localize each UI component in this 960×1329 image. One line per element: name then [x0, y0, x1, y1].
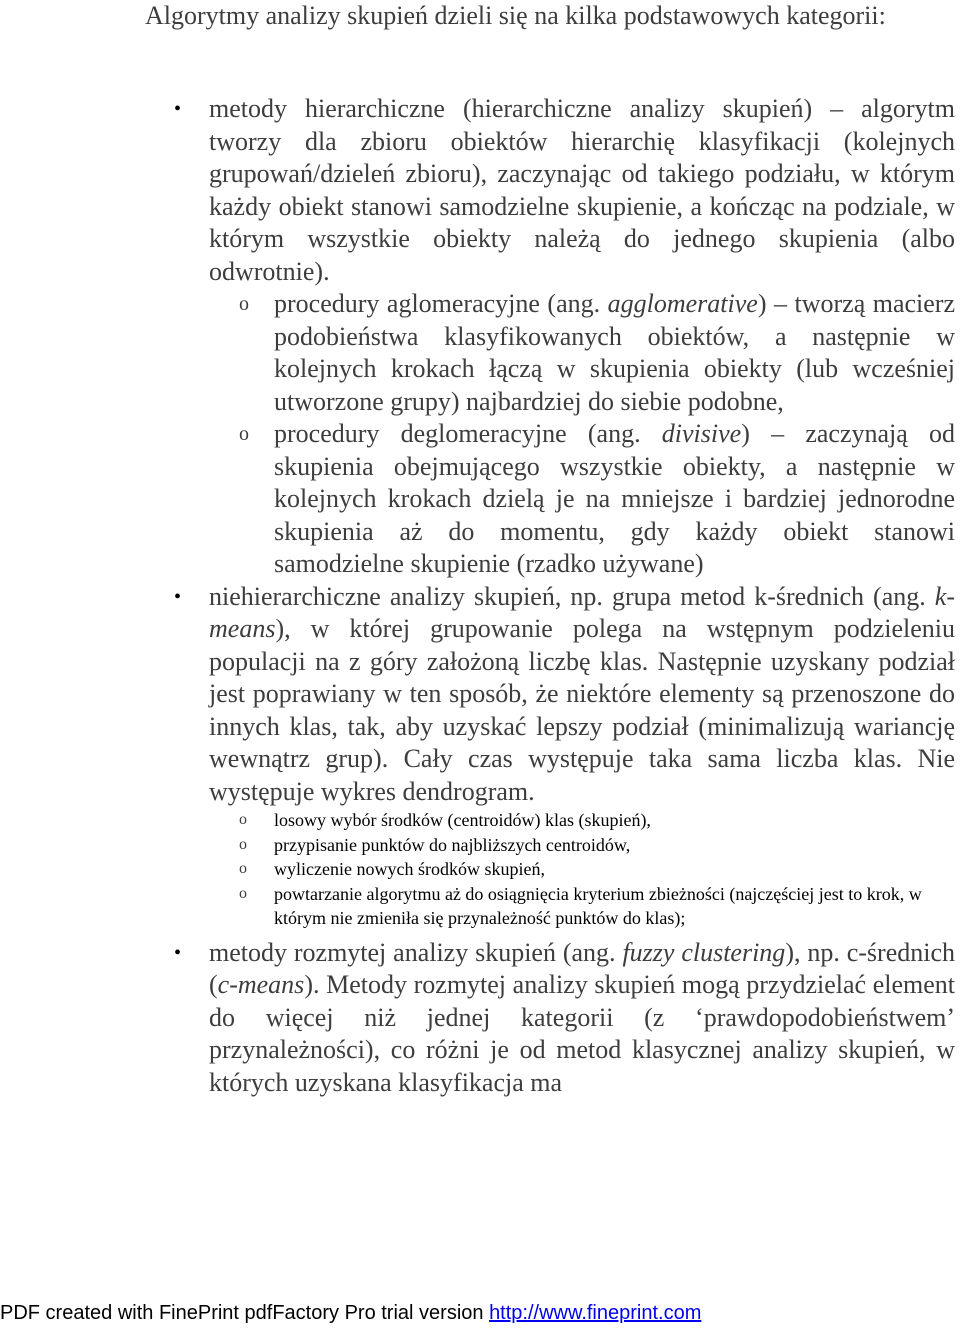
step-text: wyliczenie nowych środków skupień,: [274, 859, 545, 879]
bullet-icon: •: [174, 941, 182, 964]
intro-paragraph: Algorytmy analizy skupień dzieli się na kilka podstawowych kategorii:: [145, 1, 886, 30]
step-item: [239, 882, 955, 931]
footer-text: PDF created with FinePrint pdfFactory Pro trial version: [0, 1302, 490, 1324]
item-text: metody hierarchiczne (hierarchiczne analizy skupień) – algorytm tworzy dla zbioru obiektów hierarchię klasyfikacji (kolejnych grupowań/dzieleń zbioru), zaczynając od takiego podziału, w którym każdy obiekt stanowi samodzielne skupienie, a kończąc na podziale, w którym wszystkie obiekty należą do jednego skupienia (albo odwrotnie).: [209, 94, 955, 286]
item-text-before: metody rozmytej analizy skupień (ang.: [209, 937, 623, 967]
sub-item-text-after: ) – zaczynają od skupienia obejmującego wszystkie obiekty, a następnie w kolejnych krokach dzielą je na mniejsze i bardziej jednorodne skupienia aż do momentu, gdy każdy obiekt stanowi samodzielne skupienie (rzadko używane): [274, 419, 956, 578]
list-item-fuzzy: [174, 937, 956, 1100]
footer-link[interactable]: http://www.fineprint.com: [489, 1302, 702, 1324]
step-text: losowy wybór środków (centroidów) klas (skupień),: [274, 810, 651, 830]
bullet-icon: •: [174, 585, 182, 608]
sub-item-text-after: ) – tworzą macierz podobieństwa klasyfikowanych obiektów, a następnie w kolejnych krokach łączą w skupienia obiekty (lub wcześniej utworzone grupy) najbardziej do siebie podobne,: [274, 289, 955, 416]
step-item: [239, 833, 955, 858]
item-term-2: c-means: [217, 970, 305, 999]
item-text-before: niehierarchiczne analizy skupień, np. grupa metod k-średnich (ang.: [209, 581, 935, 611]
sub-item-text-before: procedury aglomeracyjne (ang.: [274, 289, 608, 318]
pdf-footer: [0, 1300, 960, 1326]
sub-list-hierarchical: [209, 288, 955, 581]
item-term: fuzzy clustering: [622, 937, 786, 967]
circle-marker-icon: o: [239, 835, 247, 853]
circle-marker-icon: o: [239, 423, 249, 445]
circle-marker-icon: o: [239, 860, 247, 877]
circle-marker-icon: o: [239, 293, 249, 315]
sub-item-text-before: procedury deglomeracyjne (ang.: [274, 419, 662, 448]
list-item-hierarchical: [174, 93, 956, 581]
circle-marker-icon: o: [239, 884, 247, 902]
sub-item-term: agglomerative: [607, 289, 758, 318]
step-item: [239, 808, 955, 833]
circle-marker-icon: o: [239, 811, 247, 828]
step-text: przypisanie punktów do najbliższych centroidów,: [274, 834, 631, 855]
sub-item-divisive: [239, 418, 956, 581]
step-item: [239, 857, 955, 882]
bullet-icon: •: [174, 98, 182, 120]
item-text-after: ). Metody rozmytej analizy skupień mogą przydzielać element do więcej niż jednej kategorii (z ‘prawdopodobieństwem’ przynależności), co różni je od metod klasycznej analizy skupień, w których uzyskana klasyfikacja ma: [209, 970, 955, 1097]
step-text: powtarzanie algorytmu aż do osiągnięcia kryterium zbieżności (najczęściej jest to krok, w którym nie zmieniła się przynależność punktów do klas);: [274, 883, 922, 928]
list-item-nonhierarchical: [174, 581, 955, 931]
sub-item-agglomerative: [239, 288, 955, 418]
sub-item-term: divisive: [661, 419, 742, 448]
item-text-after: ), w której grupowanie polega na wstępnym podzieleniu populacji na z góry założoną liczbę klas. Następnie uzyskany podział jest poprawiany w ten sposób, że niektóre elementy są przenoszone do innych klas, tak, aby uzyskać lepszy podział (minimalizują wariancję wewnątrz grup). Cały czas występuje taka sama liczba klas. Nie występuje wykres dendrogram.: [209, 614, 955, 806]
item-text-middle: ), np. c-średnich (: [209, 937, 956, 999]
category-list: [174, 93, 956, 1099]
kmeans-steps-list: [209, 808, 955, 931]
item-term: k-means: [209, 581, 955, 643]
